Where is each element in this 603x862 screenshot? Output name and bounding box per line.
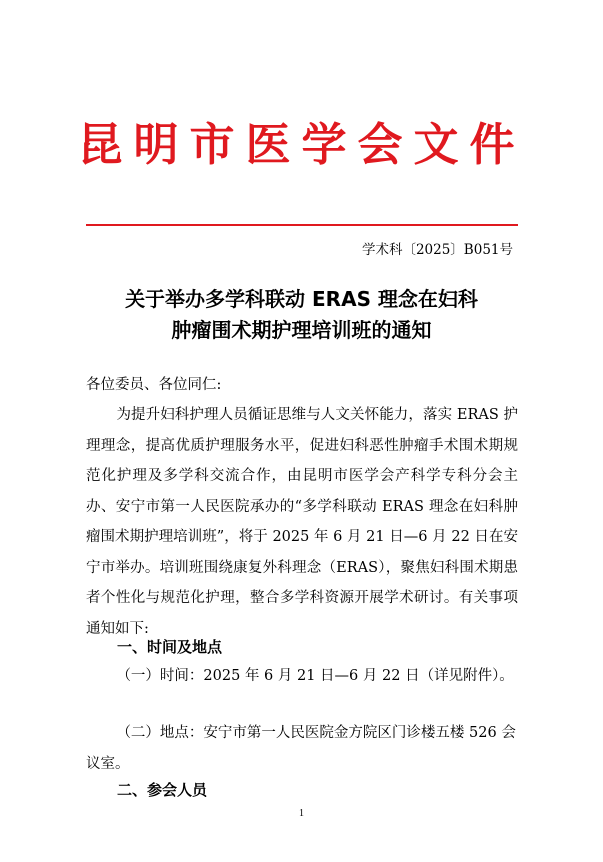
document-number: 学术科〔2025〕B051号 [361, 242, 513, 258]
intro-paragraph: 为提升妇科护理人员循证思维与人文关怀能力，落实 ERAS 护理理念，提高优质护理服务水平，促进妇科恶性肿瘤手术围术期规范化护理及多学科交流合作，由昆明市医学会产科学专科分会主办、安宁市第一人民医院承办的“多学科联动 ERAS 理念在妇科肿瘤围术期护理培训班”，将于 2025 年 6 月 21 日—6 月 22 日在安宁市举办。培训班围绕康复外科理念（ERAS），聚焦妇科围术期患者个性化与规范化护理，整合多学科资源开展学术研讨。有关事项通知如下: [86, 407, 518, 637]
page-number: 1 [299, 808, 304, 819]
section-item-time: （一）时间：2025 年 6 月 21 日—6 月 22 日（详见附件）。 [116, 668, 514, 684]
document-title-line-2: 肿瘤围术期护理培训班的通知 [171, 318, 432, 342]
document-title-line-1: 关于举办多学科联动 ERAS 理念在妇科 [125, 287, 478, 311]
letterhead-title: 昆明市医学会文件 [77, 118, 526, 171]
section-heading-participants: 二、参会人员 [117, 781, 208, 799]
salutation: 各位委员、各位同仁: [86, 377, 222, 393]
section-heading-time-location: 一、时间及地点 [117, 638, 223, 656]
letterhead-red-rule [86, 224, 518, 226]
section-item-location: （二）地点：安宁市第一人民医院金方院区门诊楼五楼 526 会议室。 [86, 725, 516, 772]
